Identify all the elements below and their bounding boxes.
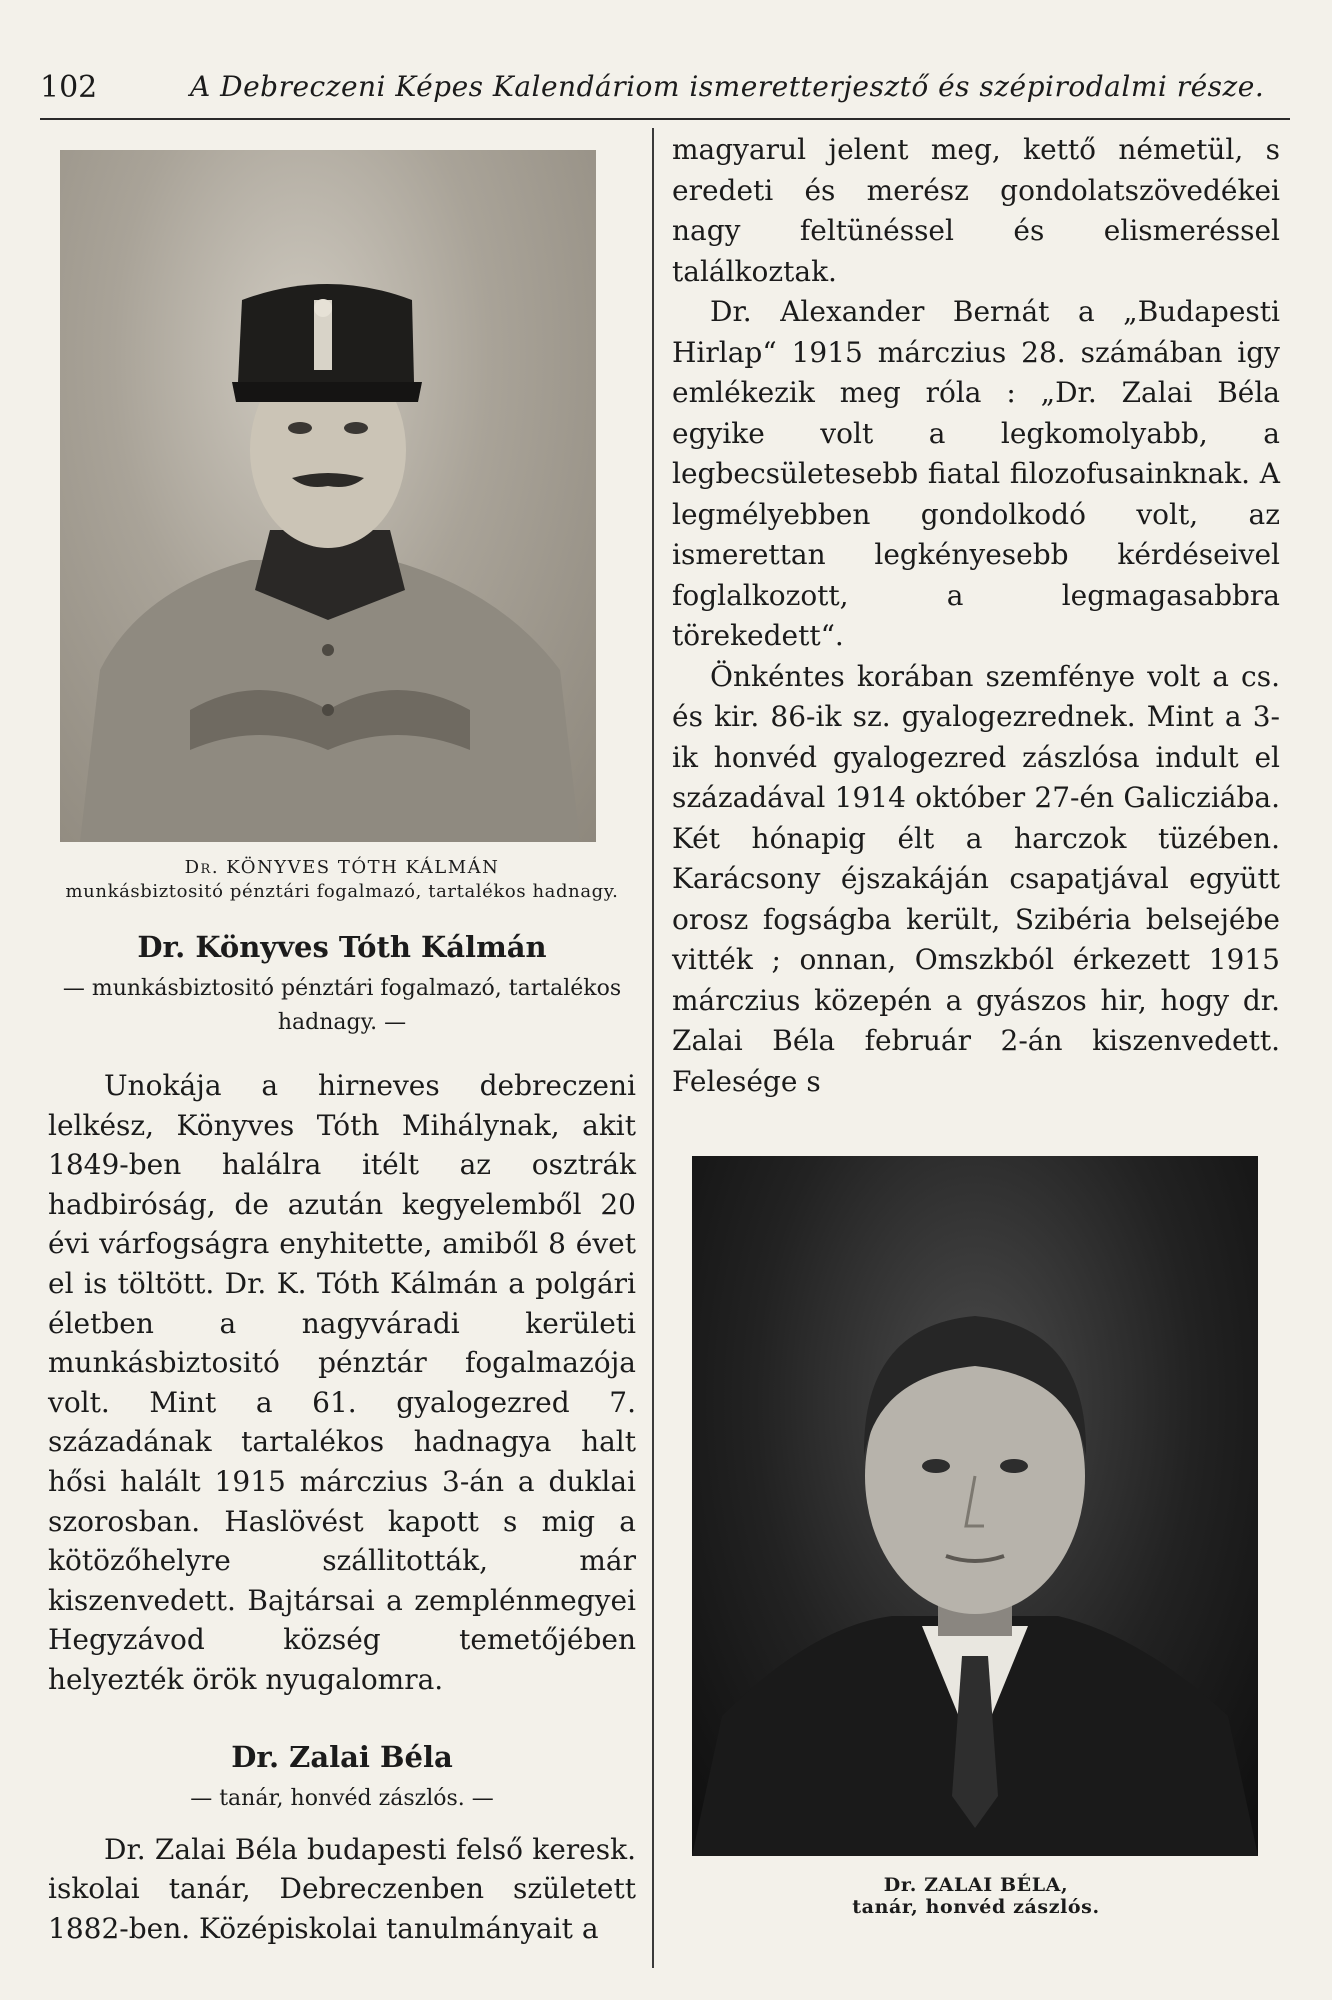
caption-name: Dr. KÖNYVES TÓTH KÁLMÁN <box>184 857 500 878</box>
section1-title: Dr. Könyves Tóth Kálmán <box>137 930 547 964</box>
section1-body: Unokája a hirneves debreczeni lelkész, Könyves Tóth Mihálynak, akit 1849-ben halálra itélt az osztrák hadbiróság, de azután kegyelemből 20 évi várfogságra enyhitette, amiből 8 évet el is töltött. Dr. K. Tóth Kálmán a polgári életben a nagyváradi kerületi munkásbiztositó pénztár fogalmazója volt. Mint a 61. gyalogezred 7. századának tartalékos hadnagya halt hősi halált 1915 márczius 3-án a duklai szorosban. Haslövést kapott s mig a kötözőhelyre szállitották, már kiszenvedett. Bajtársai a zemplénmegyei Hegyzávod község temetőjében helyezték örök nyugalomra. <box>48 1069 636 1696</box>
section2-body: Dr. Zalai Béla budapesti felső keresk. iskolai tanár, Debreczenben született 1882-ben. Középiskolai tanulmányait a <box>48 1832 636 1945</box>
zalai-photo-caption <box>662 1874 1290 1918</box>
right-column <box>662 130 1290 1918</box>
caption-role: tanár, honvéd zászlós. <box>852 1896 1100 1918</box>
officer-photo-caption <box>40 856 644 904</box>
zalai-portrait-illustration <box>692 1156 1258 1856</box>
header-rule <box>40 118 1290 120</box>
column-rule <box>652 128 654 1968</box>
portrait-photo-officer <box>60 150 596 842</box>
section2-subtitle: — tanár, honvéd zászlós. — <box>190 1785 494 1811</box>
caption-role: munkásbiztositó pénztári fogalmazó, tartalékos hadnagy. <box>65 881 619 902</box>
running-title: A Debreczeni Képes Kalendáriom ismeretterjesztő és szépirodalmi része. <box>190 70 1265 103</box>
caption-name: Dr. ZALAI BÉLA, <box>883 1874 1069 1896</box>
section1-subtitle: — munkásbiztositó pénztári fogalmazó, tartalékos hadnagy. — <box>62 976 622 1035</box>
right-paragraph-2: Dr. Alexander Bernát a „Budapesti Hirlap“ 1915 márczius 28. számában igy emlékezik meg róla : „Dr. Zalai Béla egyike volt a legkomolyabb, a legbecsületesebb fiatal filozofusainknak. A legmélyebben gondolkodó volt, az ismerettan legkényesebb kérdéseivel foglalkozott, a legmagasabbra törekedett“. <box>672 295 1280 652</box>
right-paragraph-1: magyarul jelent meg, kettő németül, s eredeti és merész gondolatszövedékei nagy feltünéssel és elismeréssel találkoztak. <box>672 133 1280 288</box>
page-header <box>40 62 1290 112</box>
right-paragraph-3: Önkéntes korában szemfénye volt a cs. és kir. 86-ik sz. gyalogezrednek. Mint a 3-ik honvéd gyalogezred zászlósa indult el századával 1914 október 27-én Galicziába. Két hónapig élt a harczok tüzében. Karácsony éjszakáján csapatjával együtt orosz fogságba került, Szibéria belsejébe vitték ; onnan, Omszkból érkezett 1915 márczius közepén a gyászos hir, hogy dr. Zalai Béla február 2-án kiszenvedett. Felesége s <box>672 659 1280 1098</box>
left-column <box>40 130 644 1948</box>
section2-title: Dr. Zalai Béla <box>231 1739 453 1774</box>
page-number: 102 <box>40 70 98 105</box>
portrait-photo-zalai <box>692 1156 1258 1856</box>
officer-portrait-illustration <box>60 150 596 842</box>
